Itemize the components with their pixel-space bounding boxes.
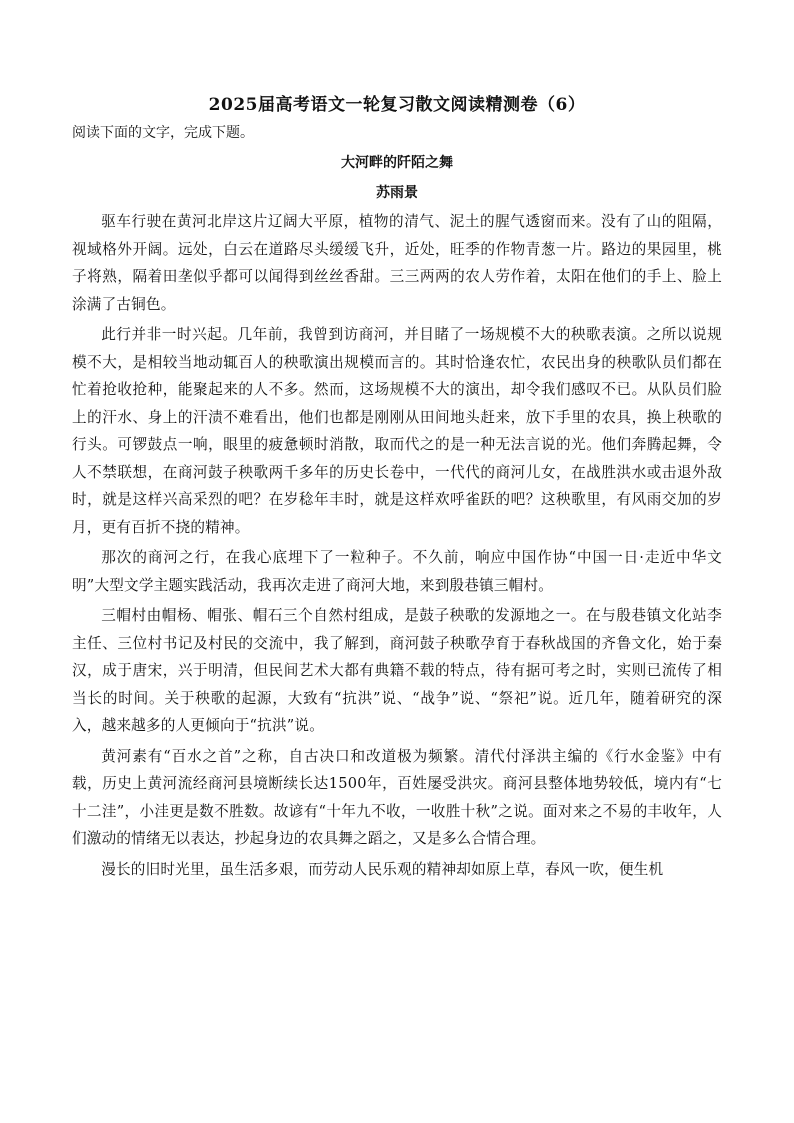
paragraph: 三帽村由帽杨、帽张、帽石三个自然村组成，是鼓子秧歌的发源地之一。在与殷巷镇文化站李主任、三位村书记及村民的交流中，我了解到，商河鼓子秧歌孕育于春秋战国的齐鲁文化，始于秦汉，成于唐宋，兴于明清，但民间艺术大都有典籍不载的特点，待有据可考之时，实则已流传了相当长的时间。关于秧歌的起源，大致有“抗洪”说、“战争”说、“祭祀”说。近几年，随着研究的深入，越来越多的人更倾向于“抗洪”说。 bbox=[72, 607, 722, 734]
paragraph: 此行并非一时兴起。几年前，我曾到访商河，并目睹了一场规模不大的秧歌表演。之所以说规模不大，是相较当地动辄百人的秧歌演出规模而言的。其时恰逢农忙，农民出身的秧歌队员们都在忙着抢收抢种，能聚起来的人不多。然而，这场规模不大的演出，却令我们感叹不已。从队员们脸上的汗水、身上的汗渍不难看出，他们也都是刚刚从田间地头赶来，放下手里的农具，换上秧歌的行头。可锣鼓点一响，眼里的疲惫顿时消散，取而代之的是一种无法言说的光。他们奔腾起舞，令人不禁联想，在商河鼓子秧歌两千多年的历史长卷中，一代代的商河儿女，在战胜洪水或击退外敌时，就是这样兴高采烈的吧？在岁稔年丰时，就是这样欢呼雀跃的吧？这秧歌里，有风雨交加的岁月，更有百折不挠的精神。 bbox=[72, 326, 722, 536]
document-page bbox=[72, 92, 722, 886]
article-title: 大河畔的阡陌之舞 bbox=[341, 155, 453, 171]
paragraph: 漫长的旧时光里，虽生活多艰，而劳动人民乐观的精神却如原上草，春风一吹，便生机 bbox=[101, 860, 664, 878]
document-title: 2025届高考语文一轮复习散文阅读精测卷（6） bbox=[208, 95, 586, 115]
paragraph: 驱车行驶在黄河北岸这片辽阔大平原，植物的清气、泥土的腥气透窗而来。没有了山的阻隔，视域格外开阔。远处，白云在道路尽头缓缓飞升，近处，旺季的作物青葱一片。路边的果园里，桃子将熟，隔着田垄似乎都可以闻得到丝丝香甜。三三两两的农人劳作着，太阳在他们的手上、脸上涂满了古铜色。 bbox=[72, 213, 722, 313]
reading-instruction: 阅读下面的文字，完成下题。 bbox=[72, 125, 254, 141]
article-author: 苏雨景 bbox=[376, 185, 418, 201]
paragraph: 黄河素有“百水之首”之称，自古决口和改道极为频繁。清代付泽洪主编的《行水金鉴》中有载，历史上黄河流经商河县境断续长达1500年，百姓屡受洪灾。商河县整体地势较低，境内有“七十二洼”，小洼更是数不胜数。故谚有“十年九不收，一收胜十秋”之说。面对来之不易的丰收年，人们激动的情绪无以表达，抄起身边的农具舞之蹈之，又是多么合情合理。 bbox=[72, 747, 722, 847]
paragraph: 那次的商河之行，在我心底埋下了一粒种子。不久前，响应中国作协“中国一日·走近中华文明”大型文学主题实践活动，我再次走进了商河大地，来到殷巷镇三帽村。 bbox=[72, 549, 722, 594]
article-body bbox=[72, 208, 722, 883]
